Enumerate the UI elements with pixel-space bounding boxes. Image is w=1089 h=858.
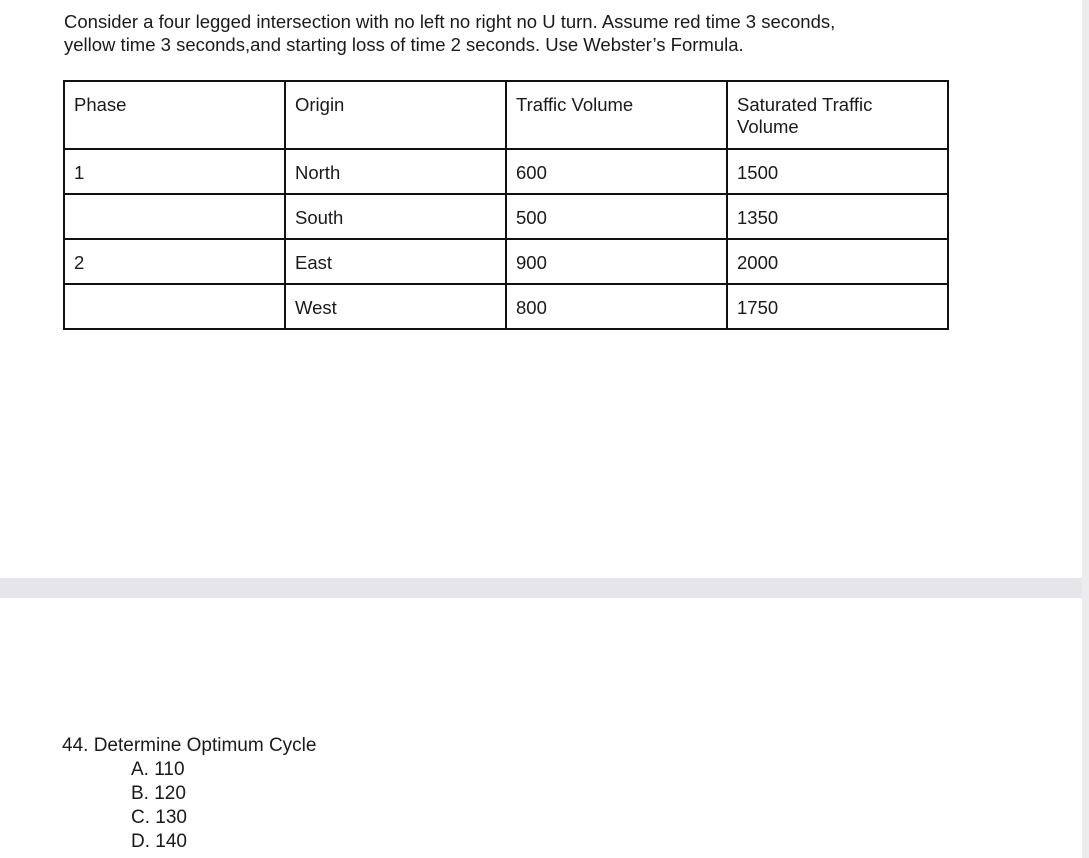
cell-origin: East <box>285 239 506 284</box>
cell-volume: 600 <box>506 149 727 194</box>
header-phase: Phase <box>64 81 285 149</box>
cell-saturated: 1750 <box>727 284 948 329</box>
cell-volume: 500 <box>506 194 727 239</box>
cell-phase <box>64 194 285 239</box>
header-saturated-traffic-volume <box>727 81 948 149</box>
cell-origin: West <box>285 284 506 329</box>
cell-phase: 1 <box>64 149 285 194</box>
table-row <box>64 194 948 239</box>
page-edge-shadow <box>1082 0 1089 858</box>
answer-choice: A. 110 <box>131 759 185 780</box>
cell-saturated: 1350 <box>727 194 948 239</box>
header-origin: Origin <box>285 81 506 149</box>
cell-phase <box>64 284 285 329</box>
problem-statement <box>64 10 954 56</box>
table-row <box>64 239 948 284</box>
header-traffic-volume: Traffic Volume <box>506 81 727 149</box>
answer-choice: C. 130 <box>131 807 187 828</box>
answer-choice: D. 140 <box>131 831 187 852</box>
table-row <box>64 284 948 329</box>
problem-statement-line: Consider a four legged intersection with no left no right no U turn. Assume red time 3 seconds, <box>64 11 836 32</box>
cell-phase: 2 <box>64 239 285 284</box>
cell-volume: 800 <box>506 284 727 329</box>
header-saturated-line: Volume <box>737 116 799 137</box>
table-row <box>64 149 948 194</box>
header-saturated-line: Saturated Traffic <box>737 94 873 115</box>
cell-volume: 900 <box>506 239 727 284</box>
answer-choice: B. 120 <box>131 783 186 804</box>
cell-saturated: 2000 <box>727 239 948 284</box>
table-header-row <box>64 81 948 149</box>
problem-statement-line: yellow time 3 seconds,and starting loss of time 2 seconds. Use Webster’s Formula. <box>64 34 744 55</box>
cell-origin: South <box>285 194 506 239</box>
cell-origin: North <box>285 149 506 194</box>
document-page-bottom <box>0 598 1082 858</box>
question-text: 44. Determine Optimum Cycle <box>62 735 317 756</box>
traffic-table <box>63 80 949 330</box>
cell-saturated: 1500 <box>727 149 948 194</box>
answer-choices <box>131 758 187 854</box>
